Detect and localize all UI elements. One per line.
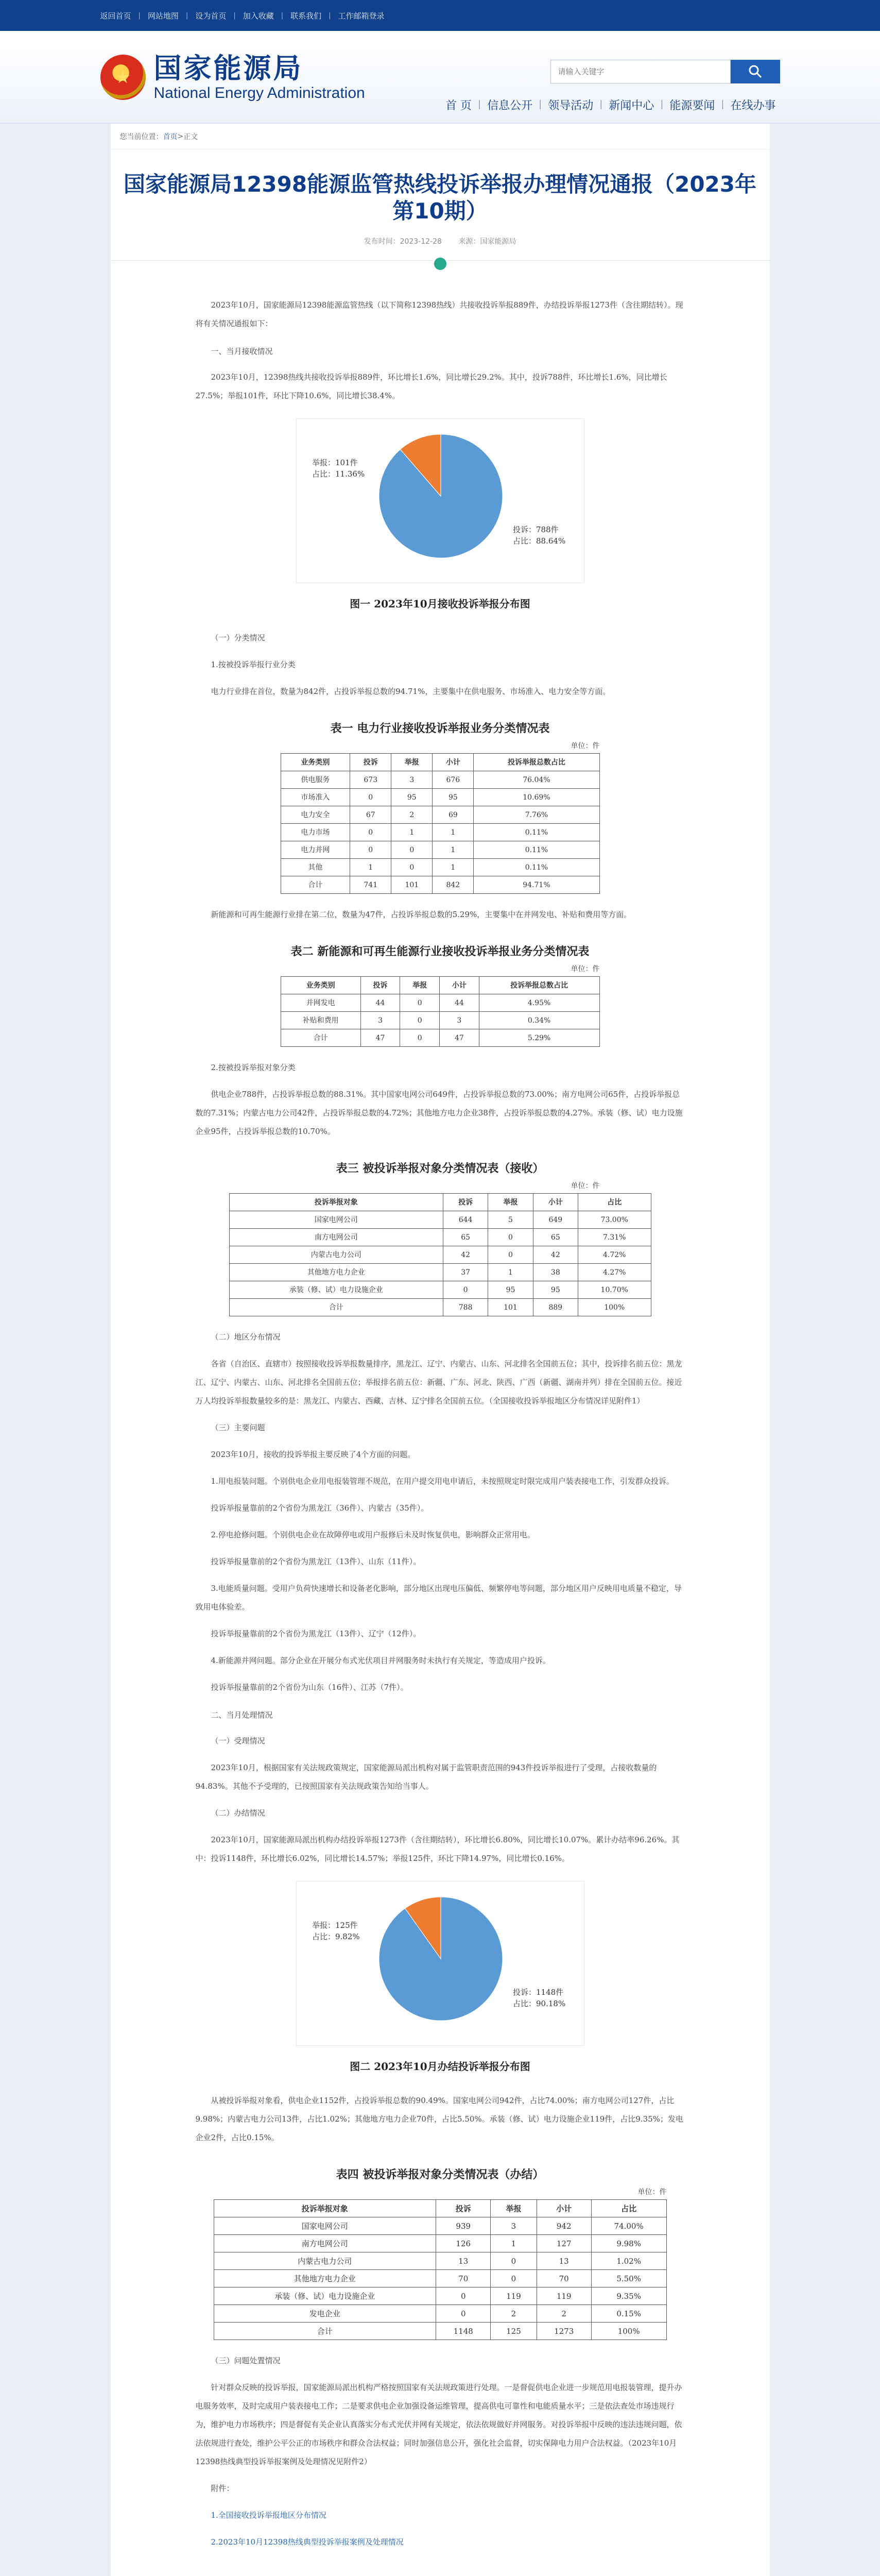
top-link[interactable]: 联系我们 — [290, 11, 322, 21]
table-cell: 0 — [400, 1029, 440, 1047]
table-cell: 内蒙古电力公司 — [214, 2252, 436, 2270]
table-cell: 10.69% — [474, 789, 599, 806]
table-cell: 42 — [443, 1246, 488, 1264]
pie-label: 举报：125件 — [312, 1921, 358, 1930]
table-object-resolved — [214, 2199, 667, 2340]
search-icon — [748, 64, 763, 79]
pie-label: 投诉：788件 — [512, 525, 559, 534]
table-cell: 65 — [533, 1229, 578, 1246]
table-header-cell: 小计 — [533, 1194, 578, 1211]
search-box — [550, 60, 780, 83]
table-cell: 0 — [350, 824, 391, 841]
paragraph: 投诉举报量靠前的2个省份为黑龙江（13件）、辽宁（12件）。 — [211, 1629, 421, 1638]
pie-chart-received — [296, 418, 584, 583]
subsection-heading: （三）问题处置情况 — [211, 2356, 281, 2365]
table-cell: 65 — [443, 1229, 488, 1246]
table-cell: 37 — [443, 1264, 488, 1281]
table-cell: 0 — [491, 2252, 537, 2270]
breadcrumb-prefix: 您当前位置： — [119, 132, 163, 141]
table-cell: 10.70% — [578, 1281, 651, 1299]
table-caption: 表一 电力行业接收投诉举报业务分类情况表 — [330, 722, 550, 735]
table-header-cell: 投诉举报对象 — [229, 1194, 443, 1211]
table-cell: 5.29% — [479, 1029, 599, 1047]
paragraph: 4.新能源并网问题。部分企业在开展分布式光伏项目并网服务时未执行有关规定，等造成用户投诉。 — [211, 1656, 550, 1665]
table-cell: 101 — [391, 876, 433, 894]
table-header-cell: 投诉 — [350, 754, 391, 771]
table-cell: 5 — [488, 1211, 533, 1229]
top-bar — [0, 0, 880, 31]
subsection-heading: 2.按被投诉举报对象分类 — [211, 1063, 296, 1072]
table-cell: 1 — [491, 2235, 537, 2252]
table-cell: 42 — [533, 1246, 578, 1264]
table-cell: 0 — [400, 1012, 440, 1029]
table-cell: 0 — [488, 1246, 533, 1264]
nav-separator: | — [599, 99, 603, 110]
nav-item[interactable]: 新闻中心 — [609, 99, 654, 112]
paragraph: 2023年10月，接收的投诉举报主要反映了4个方面的问题。 — [211, 1450, 416, 1459]
table-cell: 2 — [537, 2305, 591, 2323]
table-cell: 0 — [400, 994, 440, 1012]
pie-label: 占比：9.82% — [312, 1932, 360, 1941]
nav-separator: | — [539, 99, 542, 110]
table-cell: 7.76% — [474, 806, 599, 824]
table-power-industry — [281, 753, 600, 894]
paragraph: 针对群众反映的投诉举报，国家能源局派出机构严格按照国家有关法规政策进行处理。一是督促供电企业进一步规范用电报装管理，提升办电服务效率，及时完成用户装表接电工作；二是要求供电企业加强设备运维管理，提高供电可靠性和电能质量水平；三是依法查处市场违规行为，维护电力市场秩序；四是督促有关企业认真落实分布式光伏并网有关规定，依法依规做好并网服务。对投诉举报中反映的违法违规问题，依法依规进行查处，维护公平公正的市场秩序和群众合法权益；同时加强信息公开，强化社会监督，切实保障电力用户合法权益。（2023年10月12398热线典型投诉举报案例及处理情况见附件2） — [195, 2383, 682, 2466]
nav-item[interactable]: 信息公开 — [487, 99, 533, 112]
section-heading: 一、当月接收情况 — [211, 347, 273, 356]
paragraph: 投诉举报量靠前的2个省份为黑龙江（13件）、山东（11件）。 — [211, 1557, 421, 1566]
table-cell: 842 — [433, 876, 474, 894]
table-cell: 125 — [491, 2323, 537, 2340]
table-unit: 单位：件 — [571, 1182, 600, 1190]
subsection-heading: （二）地区分布情况 — [211, 1332, 281, 1342]
table-cell: 其他地方电力企业 — [214, 2270, 436, 2287]
table-cell: 1.02% — [591, 2252, 666, 2270]
table-row — [214, 2235, 666, 2252]
table-cell: 76.04% — [474, 771, 599, 789]
subsection-heading: （二）办结情况 — [211, 1808, 265, 1818]
table-cell: 939 — [436, 2217, 491, 2235]
logo-cn: 国家能源局 — [153, 52, 303, 84]
table-cell: 合计 — [229, 1299, 443, 1316]
search-input[interactable] — [550, 60, 731, 83]
table-cell: 0 — [350, 789, 391, 806]
pie-label: 占比：88.64% — [512, 536, 565, 546]
figure-caption: 图一 2023年10月接收投诉举报分布图 — [350, 598, 530, 610]
table-cell: 69 — [433, 806, 474, 824]
table-header-cell: 投诉举报对象 — [214, 2200, 436, 2217]
table-row — [281, 789, 599, 806]
paragraph: 2023年10月，国家能源局12398能源监管热线（以下简称12398热线）共接收投诉举报889件，办结投诉举报1273件（含往期结转）。现将有关情况通报如下： — [195, 300, 683, 328]
table-cell: 70 — [537, 2270, 591, 2287]
table-cell: 合计 — [281, 876, 350, 894]
table-cell: 100% — [578, 1299, 651, 1316]
table-row — [229, 1299, 651, 1316]
table-cell: 649 — [533, 1211, 578, 1229]
table-cell: 0 — [443, 1281, 488, 1299]
table-cell: 电力市场 — [281, 824, 350, 841]
table-row — [281, 841, 599, 859]
attachment-link-1[interactable]: 1.全国接收投诉举报地区分布情况 — [211, 2511, 326, 2520]
table-row — [281, 824, 599, 841]
paragraph: 从被投诉举报对象看，供电企业1152件，占投诉举报总数的90.49%。国家电网公司942件，占比74.00%；南方电网公司127件，占比9.98%；内蒙古电力公司13件，占比1.02%；其他地方电力企业70件，占比5.50%。承装（修、试）电力设施企业119件，占比9.35%；发电企业2件，占比0.15%。 — [195, 2096, 683, 2142]
table-cell: 38 — [533, 1264, 578, 1281]
table-object-received — [229, 1193, 651, 1316]
table-cell: 0.11% — [474, 859, 599, 876]
table-cell: 承装（修、试）电力设施企业 — [229, 1281, 443, 1299]
paragraph: 2023年10月，根据国家有关法规政策规定，国家能源局派出机构对属于监管职责范围的943件投诉举报进行了受理，占接收数量的94.83%。其他不予受理的，已按照国家有关法规政策告知给当事人。 — [195, 1763, 657, 1791]
article-meta — [111, 236, 770, 246]
table-cell: 9.98% — [591, 2235, 666, 2252]
table-cell: 13 — [436, 2252, 491, 2270]
attachment-link-2[interactable]: 2.2023年10月12398热线典型投诉举报案例及处理情况 — [211, 2537, 404, 2547]
table-cell: 3 — [391, 771, 433, 789]
table-cell: 0.15% — [591, 2305, 666, 2323]
top-link-separator: | — [138, 11, 141, 20]
table-row — [281, 859, 599, 876]
table-cell: 44 — [440, 994, 479, 1012]
nav-item[interactable]: 能源要闻 — [669, 99, 715, 112]
table-cell: 1 — [433, 841, 474, 859]
main-nav — [441, 97, 780, 113]
top-link-separator: | — [233, 11, 236, 20]
table-cell: 95 — [488, 1281, 533, 1299]
title-divider — [111, 256, 770, 265]
table-row — [281, 806, 599, 824]
table-cell: 101 — [488, 1299, 533, 1316]
article-body — [111, 265, 770, 2576]
table-row — [229, 1246, 651, 1264]
paragraph: 3.电能质量问题。受用户负荷快速增长和设备老化影响，部分地区出现电压偏低、频繁停电等问题，部分地区用户反映用电质量不稳定，导致用电体验差。 — [195, 1584, 682, 1612]
table-cell: 44 — [360, 994, 400, 1012]
top-link[interactable]: 网站地图 — [147, 11, 179, 21]
table-cell: 国家电网公司 — [214, 2217, 436, 2235]
attachments-label: 附件： — [211, 2484, 234, 2493]
table-cell: 788 — [443, 1299, 488, 1316]
publish-date: 发布时间：2023-12-28 — [364, 238, 442, 246]
page-title: 国家能源局12398能源监管热线投诉举报办理情况通报（2023年第10期） — [123, 172, 756, 224]
table-cell: 47 — [360, 1029, 400, 1047]
table-header-cell: 投诉 — [360, 977, 400, 994]
table-cell: 942 — [537, 2217, 591, 2235]
table-header-cell: 举报 — [488, 1194, 533, 1211]
nav-item[interactable]: 首 页 — [445, 99, 472, 112]
table-row — [281, 876, 599, 894]
section-heading: 二、当月处理情况 — [211, 1710, 273, 1720]
table-cell: 电力安全 — [281, 806, 350, 824]
table-header-cell: 投诉 — [443, 1194, 488, 1211]
table-cell: 73.00% — [578, 1211, 651, 1229]
table-header-cell: 举报 — [400, 977, 440, 994]
table-renewable — [281, 976, 600, 1047]
paragraph: 2023年10月，国家能源局派出机构办结投诉举报1273件（含往期结转），环比增长6.80%，同比增长10.07%。累计办结率96.26%。其中：投诉1148件，环比增长6.02%，同比增长14.57%；举报125件，环比下降14.97%，同比增长0.16%。 — [195, 1835, 680, 1863]
nav-separator: | — [478, 99, 481, 110]
table-row — [229, 1229, 651, 1246]
table-cell: 119 — [537, 2287, 591, 2305]
table-row — [281, 1012, 599, 1029]
paragraph: 电力行业排在首位，数量为842件，占投诉举报总数的94.71%，主要集中在供电服务、市场准入、电力安全等方面。 — [211, 687, 611, 696]
table-header-cell: 举报 — [491, 2200, 537, 2217]
table-cell: 94.71% — [474, 876, 599, 894]
table-header-cell: 小计 — [440, 977, 479, 994]
top-link[interactable]: 返回首页 — [100, 11, 131, 21]
paragraph: 2023年10月，12398热线共接收投诉举报889件，环比增长1.6%，同比增长29.2%。其中，投诉788件，环比增长1.6%，同比增长27.5%；举报101件，环比下降10.6%，同比增长38.4%。 — [195, 372, 667, 400]
top-link[interactable]: 设为首页 — [195, 11, 227, 21]
table-cell: 5.50% — [591, 2270, 666, 2287]
table-cell: 1 — [433, 824, 474, 841]
table-cell: 1 — [488, 1264, 533, 1281]
table-header-cell: 占比 — [591, 2200, 666, 2217]
paragraph: 1.用电报装问题。个别供电企业用电报装管理不规范，在用户提交用电申请后，未按照规定时限完成用户装表接电工作，引发群众投诉。 — [211, 1477, 674, 1486]
pie-label: 投诉：1148件 — [512, 1988, 563, 1997]
breadcrumb-current: 正文 — [183, 132, 198, 141]
table-cell: 889 — [533, 1299, 578, 1316]
breadcrumb-sep: > — [177, 132, 184, 141]
nav-item[interactable]: 领导活动 — [548, 99, 594, 112]
logo-en: National Energy Administration — [153, 84, 365, 101]
paragraph: 各省（自治区、直辖市）按照接收投诉举报数量排序，黑龙江、辽宁、内蒙古、山东、河北排名全国前五位；其中，投诉排名前五位：黑龙江、辽宁、内蒙古、山东、河北排名全国前五位；举报排名前五位：新疆、广东、河北、陕西、广西（新疆、湖南并列）排在全国前五位。接近万人均投诉举报数量较多的是：黑龙江、内蒙古、西藏、吉林、辽宁排名全国前五位。（全国接收投诉举报地区分布情况详见附件1） — [195, 1359, 682, 1405]
top-links — [100, 0, 780, 31]
table-cell: 其他地方电力企业 — [229, 1264, 443, 1281]
table-cell: 74.00% — [591, 2217, 666, 2235]
table-header-cell: 小计 — [433, 754, 474, 771]
top-link-separator: | — [185, 11, 188, 20]
top-link-separator: | — [281, 11, 284, 20]
table-cell: 0 — [488, 1229, 533, 1246]
table-cell: 4.95% — [479, 994, 599, 1012]
table-cell: 3 — [360, 1012, 400, 1029]
table-cell: 95 — [533, 1281, 578, 1299]
article — [111, 124, 770, 2576]
table-unit: 单位：件 — [571, 742, 600, 750]
share-icon[interactable] — [432, 256, 448, 272]
pie-label: 占比：11.36% — [312, 469, 365, 479]
table-cell: 673 — [350, 771, 391, 789]
table-header-row — [229, 1194, 651, 1211]
table-cell: 9.35% — [591, 2287, 666, 2305]
table-row — [214, 2270, 666, 2287]
table-cell: 1 — [433, 859, 474, 876]
table-cell: 4.27% — [578, 1264, 651, 1281]
breadcrumb — [111, 124, 770, 149]
table-row — [281, 771, 599, 789]
table-header-cell: 占比 — [578, 1194, 651, 1211]
nav-separator: | — [721, 99, 724, 110]
pie-chart-resolved — [296, 1881, 584, 2046]
table-row — [214, 2217, 666, 2235]
table-cell: 7.31% — [578, 1229, 651, 1246]
table-cell: 3 — [491, 2217, 537, 2235]
table-unit: 单位：件 — [571, 965, 600, 973]
table-row — [229, 1211, 651, 1229]
table-cell: 0 — [491, 2270, 537, 2287]
table-cell: 47 — [440, 1029, 479, 1047]
breadcrumb-home[interactable]: 首页 — [163, 132, 178, 141]
table-header-cell: 投诉 — [436, 2200, 491, 2217]
table-header-cell: 投诉举报总数占比 — [474, 754, 599, 771]
nav-separator: | — [660, 99, 664, 110]
table-cell: 合计 — [281, 1029, 360, 1047]
table-cell: 70 — [436, 2270, 491, 2287]
table-cell: 0 — [391, 841, 433, 859]
table-row — [281, 1029, 599, 1047]
table-row — [214, 2252, 666, 2270]
table-cell: 4.72% — [578, 1246, 651, 1264]
paragraph: 供电企业788件，占投诉举报总数的88.31%。其中国家电网公司649件，占投诉举报总数的73.00%；南方电网公司65件，占投诉举报总数的7.31%；内蒙古电力公司42件，占投诉举报总数的4.72%；其他地方电力企业38件，占投诉举报总数的4.27%。承装（修、试）电力设施企业95件，占投诉举报总数的10.70%。 — [195, 1090, 683, 1136]
table-cell: 承装（修、试）电力设施企业 — [214, 2287, 436, 2305]
table-cell: 119 — [491, 2287, 537, 2305]
table-header-cell: 投诉举报总数占比 — [479, 977, 599, 994]
table-header-cell: 业务类别 — [281, 754, 350, 771]
table-cell: 0 — [436, 2287, 491, 2305]
table-unit: 单位：件 — [637, 2188, 667, 2196]
top-link[interactable]: 加入收藏 — [243, 11, 274, 21]
table-cell: 0 — [391, 859, 433, 876]
paragraph: 2.停电抢修问题。个别供电企业在故障停电或用户报修后未及时恢复供电，影响群众正常用电。 — [211, 1530, 535, 1539]
table-cell: 95 — [391, 789, 433, 806]
table-cell: 其他 — [281, 859, 350, 876]
table-row — [214, 2305, 666, 2323]
table-cell: 供电服务 — [281, 771, 350, 789]
figure-caption: 图二 2023年10月办结投诉举报分布图 — [350, 2060, 530, 2073]
table-cell: 补贴和费用 — [281, 1012, 360, 1029]
table-cell: 1 — [350, 859, 391, 876]
table-row — [229, 1281, 651, 1299]
table-cell: 2 — [391, 806, 433, 824]
table-cell: 13 — [537, 2252, 591, 2270]
table-row — [214, 2323, 666, 2340]
table-cell: 676 — [433, 771, 474, 789]
paragraph: 新能源和可再生能源行业排在第二位，数量为47件，占投诉举报总数的5.29%，主要集中在并网发电、补贴和费用等方面。 — [211, 910, 632, 919]
top-link-separator: | — [329, 11, 331, 20]
table-cell: 0.11% — [474, 841, 599, 859]
subsection-heading: （三）主要问题 — [211, 1423, 265, 1432]
table-header-row — [281, 754, 599, 771]
table-cell: 合计 — [214, 2323, 436, 2340]
table-row — [281, 994, 599, 1012]
table-cell: 国家电网公司 — [229, 1211, 443, 1229]
table-cell: 内蒙古电力公司 — [229, 1246, 443, 1264]
table-row — [229, 1264, 651, 1281]
table-header-cell: 小计 — [537, 2200, 591, 2217]
table-header-cell: 业务类别 — [281, 977, 360, 994]
pie-label: 举报：101件 — [312, 458, 358, 467]
table-header-row — [281, 977, 599, 994]
table-header-cell: 举报 — [391, 754, 433, 771]
paragraph: 投诉举报量靠前的2个省份为黑龙江（36件）、内蒙古（35件）。 — [211, 1503, 429, 1513]
table-cell: 0.34% — [479, 1012, 599, 1029]
search-button[interactable] — [731, 60, 780, 83]
subsection-heading: 1.按被投诉举报行业分类 — [211, 660, 296, 669]
table-row — [214, 2287, 666, 2305]
subsection-heading: （一）受理情况 — [211, 1736, 265, 1745]
table-cell: 1 — [391, 824, 433, 841]
table-cell: 100% — [591, 2323, 666, 2340]
table-cell: 南方电网公司 — [229, 1229, 443, 1246]
national-emblem-icon: ★ — [100, 55, 146, 100]
table-cell: 127 — [537, 2235, 591, 2252]
article-source: 来源：国家能源局 — [458, 238, 516, 246]
table-cell: 电力并网 — [281, 841, 350, 859]
paragraph: 投诉举报量靠前的2个省份为山东（16件）、江苏（7件）。 — [211, 1683, 408, 1692]
table-cell: 3 — [440, 1012, 479, 1029]
table-cell: 发电企业 — [214, 2305, 436, 2323]
table-cell: 1273 — [537, 2323, 591, 2340]
table-header-row — [214, 2200, 666, 2217]
table-cell: 0.11% — [474, 824, 599, 841]
table-caption: 表四 被投诉举报对象分类情况表（办结） — [336, 2168, 544, 2181]
table-cell: 并网发电 — [281, 994, 360, 1012]
table-cell: 南方电网公司 — [214, 2235, 436, 2252]
subsection-heading: （一）分类情况 — [211, 633, 265, 642]
top-link[interactable]: 工作邮箱登录 — [338, 11, 385, 21]
table-cell: 126 — [436, 2235, 491, 2252]
table-cell: 2 — [491, 2305, 537, 2323]
site-logo[interactable] — [100, 53, 365, 102]
table-cell: 67 — [350, 806, 391, 824]
table-cell: 市场准入 — [281, 789, 350, 806]
table-cell: 1148 — [436, 2323, 491, 2340]
table-cell: 741 — [350, 876, 391, 894]
table-cell: 95 — [433, 789, 474, 806]
table-cell: 0 — [350, 841, 391, 859]
table-caption: 表三 被投诉举报对象分类情况表（接收） — [336, 1162, 544, 1175]
table-cell: 644 — [443, 1211, 488, 1229]
table-cell: 0 — [436, 2305, 491, 2323]
table-caption: 表二 新能源和可再生能源行业接收投诉举报业务分类情况表 — [290, 945, 590, 958]
pie-label: 占比：90.18% — [512, 1999, 565, 2008]
nav-item[interactable]: 在线办事 — [730, 99, 776, 112]
masthead — [0, 31, 880, 124]
